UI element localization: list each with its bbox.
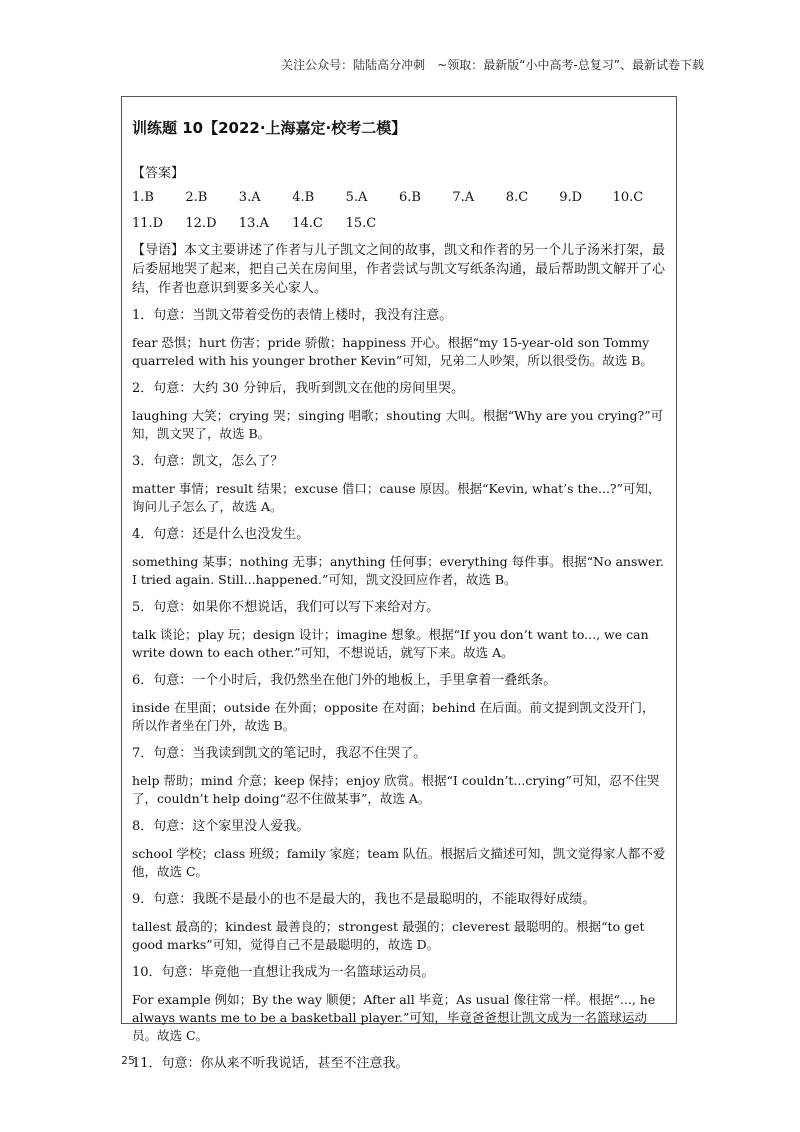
question-explanation: inside 在里面；outside 在外面；opposite 在对面；behind 在后面。前文提到凯文没开门，所以作者坐在门外，故选 B。 [132,700,655,733]
answer-item: 13.A [238,216,269,231]
question-explanation: help 帮助；mind 介意；keep 保持；enjoy 欣赏。根据“I couldn’t...crying”可知，忍不住哭了，couldn’t help doing“忍不住做某事”，故选 A。 [132,773,660,806]
answer-item: 4.B [292,190,315,205]
answer-item: 6.B [399,190,421,205]
answer-label: 【答案】 [132,166,185,181]
explanation-list [132,306,666,1073]
exercise-title: 训练题 10【2022·上海嘉定·校考二模】 [132,119,407,137]
question-meaning: 2．句意：大约 30 分钟后，我听到凯文在他的房间里哭。 [132,381,465,396]
question-explanation: fear 恐惧；hurt 伤害；pride 骄傲；happiness 开心。根据“my 15-year-old son Tommy quarreled with his younger brother Kevin”可知，兄弟二人吵架，所以很受伤。故选 B。 [132,335,653,368]
question-meaning: 11．句意：你从来不听我说话，甚至不注意我。 [132,1056,409,1071]
question-explanation: something 某事；nothing 无事；anything 任何事；everything 每件事。根据“No answer. I tried again. Still...happened.”可知，凯文没回应作者，故选 B。 [132,554,665,587]
question-meaning: 9．句意：我既不是最小的也不是最大的，我也不是最聪明的，不能取得好成绩。 [132,892,596,907]
answer-item: 10.C [612,190,644,205]
answer-item: 14.C [292,216,323,231]
question-explanation: tallest 最高的；kindest 最善良的；strongest 最强的；cleverest 最聪明的。根据“to get good marks”可知，觉得自己不是最聪明的，故选 D。 [132,919,645,952]
question-meaning: 4．句意：还是什么也没发生。 [132,527,310,542]
question-meaning: 1．句意：当凯文带着受伤的表情上楼时，我没有注意。 [132,308,453,323]
question-explanation: talk 谈论；play 玩；design 设计；imagine 想象。根据“If you don’t want to..., we can write down to each other.”可知，不想说话，就写下来。故选 A。 [132,627,649,660]
answer-item: 1.B [132,190,154,205]
question-explanation: school 学校；class 班级；family 家庭；team 队伍。根据后文描述可知，凯文觉得家人都不爱他，故选 C。 [132,846,666,879]
question-meaning: 8．句意：这个家里没人爱我。 [132,819,310,834]
question-meaning: 10．句意：毕竟他一直想让我成为一名篮球运动员。 [132,965,435,980]
answer-grid [132,185,666,237]
answer-item: 5.A [345,190,368,205]
answer-item: 11.D [132,216,164,231]
guide-paragraph: 【导语】本文主要讲述了作者与儿子凯文之间的故事，凯文和作者的另一个儿子汤米打架，最后委屈地哭了起来，把自己关在房间里，作者尝试与凯文写纸条沟通，最后帮助凯文解开了心结，作者也意识到要多关心家人。 [132,243,666,296]
answer-item: 9.D [559,190,583,205]
question-explanation: matter 事情；result 结果；excuse 借口；cause 原因。根据“Kevin, what’s the...?”可知，询问儿子怎么了，故选 A。 [132,481,661,514]
question-meaning: 5．句意：如果你不想说话，我们可以写下来给对方。 [132,600,440,615]
answer-item: 15.C [345,216,377,231]
answer-item: 8.C [505,190,529,205]
answer-item: 2.B [185,190,208,205]
question-meaning: 3．句意：凯文，怎么了？ [132,454,284,469]
answer-item: 7.A [452,190,475,205]
question-meaning: 7．句意：当我读到凯文的笔记时，我忍不住哭了。 [132,746,427,761]
answer-item: 3.A [238,190,261,205]
page-header: 关注公众号：陆陆高分冲刺 ~领取：最新版“小中高考-总复习”、最新试卷下载 [281,58,704,72]
question-explanation: For example 例如；By the way 顺便；After all 毕竟；As usual 像往常一样。根据“..., he always wants me to be a basketball player.”可知，毕竟爸爸想让凯文成为一名篮球运动员。故选 C。 [132,992,656,1043]
question-explanation: laughing 大笑；crying 哭；singing 唱歌；shouting 大叫。根据“Why are you crying?”可知，凯文哭了，故选 B。 [132,408,664,441]
answer-item: 12.D [185,216,217,231]
question-meaning: 6．句意：一个小时后，我仍然坐在他门外的地板上，手里拿着一叠纸条。 [132,673,557,688]
page-number: 25 [121,1054,135,1067]
